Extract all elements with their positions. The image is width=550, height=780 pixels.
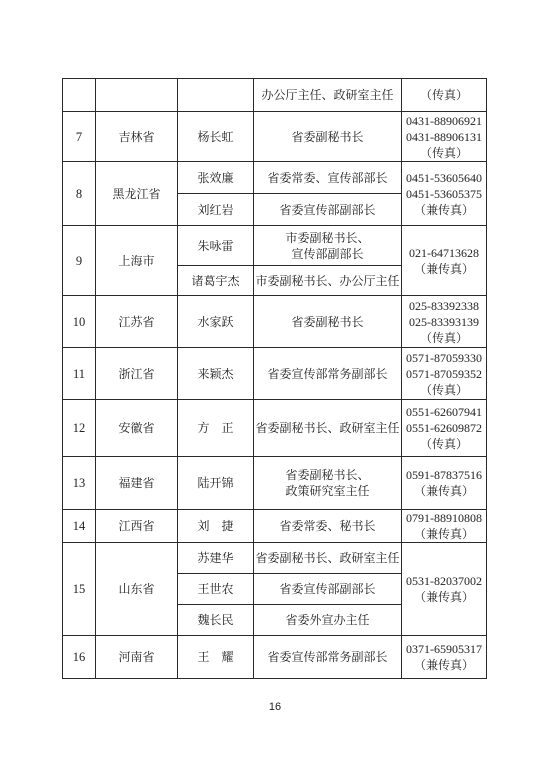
index-cell-text: 15	[72, 582, 86, 596]
phone-cell	[402, 112, 487, 162]
title-cell	[254, 543, 402, 574]
province-cell	[96, 296, 178, 348]
name-cell-text: 来颖杰	[197, 366, 234, 381]
title-line: 省委宣传部副部长	[279, 202, 376, 217]
table-row	[63, 162, 487, 194]
title-line: 省委副秘书长	[291, 314, 364, 329]
title-cell	[254, 510, 402, 543]
index-cell	[63, 510, 96, 543]
index-cell-text: 14	[72, 519, 86, 533]
title-line: 省委副秘书长、政研室主任	[255, 421, 400, 435]
title-line: 市委副秘书长、办公厅主任	[255, 273, 400, 288]
province-cell	[96, 510, 178, 543]
index-cell	[63, 543, 96, 636]
title-cell	[254, 112, 402, 162]
contact-table-body	[63, 79, 487, 679]
index-cell	[63, 162, 96, 226]
name-cell	[178, 194, 254, 226]
table-row	[63, 510, 487, 543]
name-cell	[178, 112, 254, 162]
title-cell	[254, 79, 402, 112]
index-cell-text: 12	[72, 421, 86, 435]
title-cell	[254, 400, 402, 457]
title-line: 市委副秘书长、	[285, 230, 370, 245]
phone-line: 0551-62609872	[406, 421, 482, 435]
province-cell-text: 安徽省	[118, 421, 155, 435]
province-cell-text: 江苏省	[118, 314, 155, 329]
table-row	[63, 457, 487, 510]
phone-cell	[402, 543, 487, 636]
province-cell	[96, 79, 178, 112]
name-cell-text: 水家跃	[197, 314, 234, 329]
table-row	[63, 296, 487, 348]
title-line: 省委常委、宣传部部长	[267, 170, 388, 185]
province-cell	[96, 543, 178, 636]
name-cell	[178, 79, 254, 112]
name-cell-text: 杨长虹	[197, 129, 234, 144]
phone-cell	[402, 457, 487, 510]
phone-line: 0571-87059330	[406, 350, 482, 365]
name-cell	[178, 574, 254, 605]
name-cell	[178, 226, 254, 266]
index-cell	[63, 296, 96, 348]
province-cell-text: 黑龙江省	[112, 186, 161, 201]
phone-line: （兼传真）	[413, 658, 474, 672]
province-cell	[96, 348, 178, 400]
phone-line: （兼传真）	[413, 202, 474, 217]
province-cell	[96, 400, 178, 457]
phone-cell	[402, 400, 487, 457]
contact-table	[62, 78, 487, 679]
title-cell	[254, 296, 402, 348]
name-cell-text: 魏长民	[197, 613, 234, 627]
page-number: 16	[268, 701, 282, 713]
index-cell	[63, 400, 96, 457]
index-cell-text: 7	[75, 129, 83, 144]
province-cell	[96, 162, 178, 226]
name-cell-text: 陆开锦	[197, 476, 234, 490]
province-cell	[96, 636, 178, 679]
title-cell	[254, 162, 402, 194]
province-cell-text: 吉林省	[118, 129, 155, 144]
index-cell	[63, 636, 96, 679]
name-cell	[178, 605, 254, 636]
phone-line: （兼传真）	[413, 484, 474, 498]
province-cell-text: 上海市	[118, 253, 155, 268]
province-cell-text: 山东省	[118, 582, 155, 596]
name-cell-text: 王世农	[197, 582, 234, 596]
phone-line: （传真）	[419, 382, 468, 397]
name-cell	[178, 636, 254, 679]
name-cell-text: 苏建华	[197, 551, 234, 565]
name-cell-text: 方 正	[197, 421, 234, 435]
index-cell-text: 13	[72, 476, 86, 490]
title-cell	[254, 348, 402, 400]
name-cell	[178, 510, 254, 543]
phone-line: 0531-82037002	[406, 574, 482, 588]
phone-line: （兼传真）	[413, 261, 474, 276]
name-cell-text: 刘红岩	[197, 202, 234, 217]
title-cell	[254, 605, 402, 636]
table-row	[63, 226, 487, 266]
index-cell-text: 8	[75, 186, 83, 201]
phone-line: 0431-88906131	[406, 129, 482, 144]
index-cell-text: 16	[72, 650, 86, 664]
index-cell	[63, 457, 96, 510]
name-cell	[178, 162, 254, 194]
phone-line: （传真）	[419, 437, 468, 451]
table-row	[63, 112, 487, 162]
province-cell-text: 福建省	[118, 476, 155, 490]
index-cell	[63, 226, 96, 296]
title-line: 省委副秘书长、政研室主任	[255, 551, 400, 565]
index-cell-text: 11	[72, 366, 86, 381]
table-row	[63, 636, 487, 679]
title-line: 办公厅主任、政研室主任	[261, 88, 394, 102]
phone-line: 025-83393139	[409, 314, 479, 329]
province-cell-text: 河南省	[118, 650, 155, 664]
title-line: 省委宣传部副部长	[279, 582, 376, 596]
name-cell	[178, 400, 254, 457]
name-cell-text: 刘 捷	[197, 519, 234, 533]
name-cell-text: 朱咏雷	[197, 238, 234, 253]
title-line: 省委宣传部常务副部长	[267, 650, 388, 664]
province-cell-text: 浙江省	[118, 366, 155, 381]
phone-line: 0371-65905317	[406, 642, 482, 656]
table-row	[63, 400, 487, 457]
table-row	[63, 543, 487, 574]
name-cell-text: 张效廉	[197, 170, 234, 185]
index-cell-text: 10	[72, 314, 86, 329]
phone-line: 021-64713628	[409, 245, 479, 260]
phone-line: 0451-53605640	[406, 170, 482, 185]
province-cell	[96, 112, 178, 162]
phone-line: （兼传真）	[413, 590, 474, 604]
phone-line: 0431-88906921	[406, 113, 482, 128]
name-cell	[178, 457, 254, 510]
index-cell	[63, 112, 96, 162]
name-cell-text: 王 耀	[197, 650, 234, 664]
phone-cell	[402, 79, 487, 112]
phone-line: 0451-53605375	[406, 186, 482, 201]
name-cell-text: 诸葛宇杰	[191, 273, 240, 288]
table-row	[63, 348, 487, 400]
province-cell	[96, 457, 178, 510]
phone-cell	[402, 162, 487, 226]
phone-line: 025-83392338	[409, 298, 479, 313]
province-cell-text: 江西省	[118, 519, 155, 533]
table-row	[63, 79, 487, 112]
title-line: 省委外宣办主任	[285, 613, 370, 627]
phone-cell	[402, 296, 487, 348]
phone-cell	[402, 636, 487, 679]
phone-cell	[402, 510, 487, 543]
province-cell	[96, 226, 178, 296]
name-cell	[178, 296, 254, 348]
title-cell	[254, 457, 402, 510]
phone-line: （传真）	[419, 88, 468, 102]
title-cell	[254, 266, 402, 296]
title-line: 政策研究室主任	[285, 484, 370, 498]
phone-line: （兼传真）	[413, 527, 474, 541]
title-cell	[254, 194, 402, 226]
index-cell	[63, 79, 96, 112]
name-cell	[178, 266, 254, 296]
title-line: 省委副秘书长、	[285, 468, 370, 482]
phone-line: （传真）	[419, 145, 468, 160]
phone-cell	[402, 348, 487, 400]
title-line: 宣传部副部长	[291, 246, 364, 261]
phone-line: 0791-88910808	[406, 511, 482, 525]
phone-cell	[402, 226, 487, 296]
title-cell	[254, 226, 402, 266]
index-cell	[63, 348, 96, 400]
phone-line: 0591-87837516	[406, 468, 482, 482]
title-line: 省委副秘书长	[291, 129, 364, 144]
phone-line: 0571-87059352	[406, 366, 482, 381]
name-cell	[178, 543, 254, 574]
phone-line: 0551-62607941	[406, 405, 482, 419]
name-cell	[178, 348, 254, 400]
title-line: 省委常委、秘书长	[279, 519, 376, 533]
title-line: 省委宣传部常务副部长	[267, 366, 388, 381]
title-cell	[254, 574, 402, 605]
phone-line: （传真）	[419, 330, 468, 345]
index-cell-text: 9	[75, 253, 83, 268]
title-cell	[254, 636, 402, 679]
